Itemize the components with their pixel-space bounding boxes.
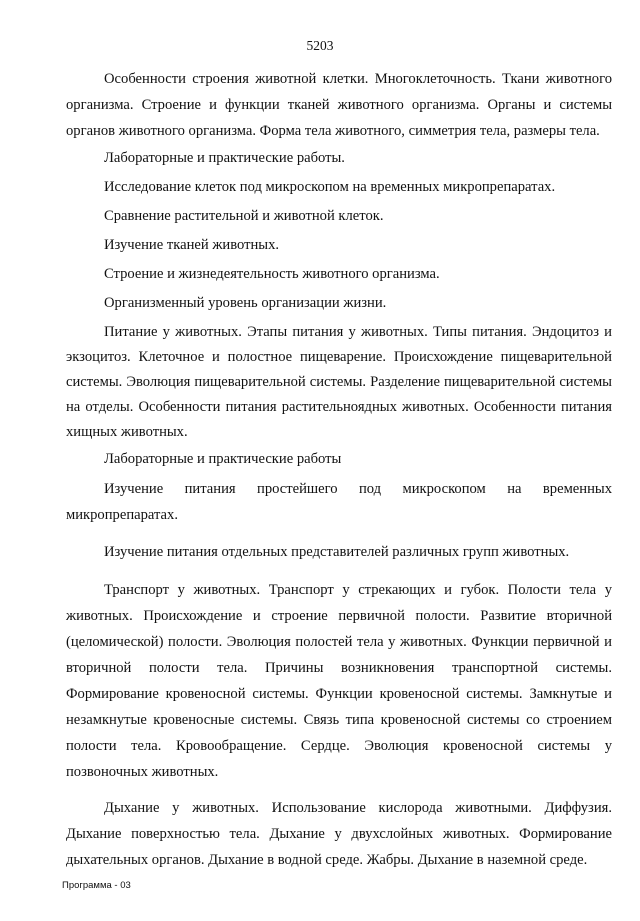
paragraph-lab-protozoa-nutrition: Изучение питания простейшего под микроскопом на временных микропрепаратах.	[66, 481, 612, 523]
page-number: 5203	[306, 38, 334, 53]
paragraph-respiration: Дыхание у животных. Использование кислорода животными. Диффузия. Дыхание поверхностью тела. Дыхание у двухслойных животных. Формирование дыхательных органов. Дыхание в водной среде. Жабры. Дыхание в наземной среде.	[66, 800, 612, 868]
paragraph-nutrition: Питание у животных. Этапы питания у животных. Типы питания. Эндоцитоз и экзоцитоз. Клеточное и полостное пищеварение. Происхождение пищеварительной системы. Эволюция пищеварительной системы. Разделение пищеварительной системы на отделы. Особенности питания растительноядных животных. Особенности питания хищных животных.	[66, 324, 612, 440]
paragraph-structure-organism: Строение и жизнедеятельность животного организма.	[104, 266, 440, 282]
footer-program-label: Программа - 03	[62, 880, 131, 891]
paragraph-lab-cells-microscope: Исследование клеток под микроскопом на временных микропрепаратах.	[104, 179, 556, 195]
paragraph-transport: Транспорт у животных. Транспорт у стрекающих и губок. Полости тела у животных. Происхождение и строение первичной полости. Развитие вторичной (целомической) полости. Эволюция полостей тела у животных. Функции первичной и вторичной полости тела. Причины возникновения транспортной системы. Формирование кровеносной системы. Функции кровеносной системы. Замкнутые и незамкнутые кровеносные системы. Связь типа кровеносной системы со строением полости тела. Кровообращение. Сердце. Эволюция кровеносной системы у позвоночных животных.	[66, 582, 612, 780]
paragraph-organism-level: Организменный уровень организации жизни.	[104, 295, 387, 311]
page-body	[66, 64, 612, 873]
paragraph-lab-groups-nutrition: Изучение питания отдельных представителей различных групп животных.	[104, 544, 570, 560]
paragraph-lab-compare-cells: Сравнение растительной и животной клеток.	[104, 208, 384, 224]
paragraph-animal-cell: Особенности строения животной клетки. Многоклеточность. Ткани животного организма. Строение и функции тканей животного организма. Органы и системы органов животного организма. Форма тела животного, симметрия тела, размеры тела.	[66, 71, 612, 139]
paragraph-lab-tissues: Изучение тканей животных.	[104, 237, 280, 253]
paragraph-lab-heading-2: Лабораторные и практические работы	[104, 451, 342, 467]
paragraph-lab-heading-1: Лабораторные и практические работы.	[104, 150, 345, 166]
